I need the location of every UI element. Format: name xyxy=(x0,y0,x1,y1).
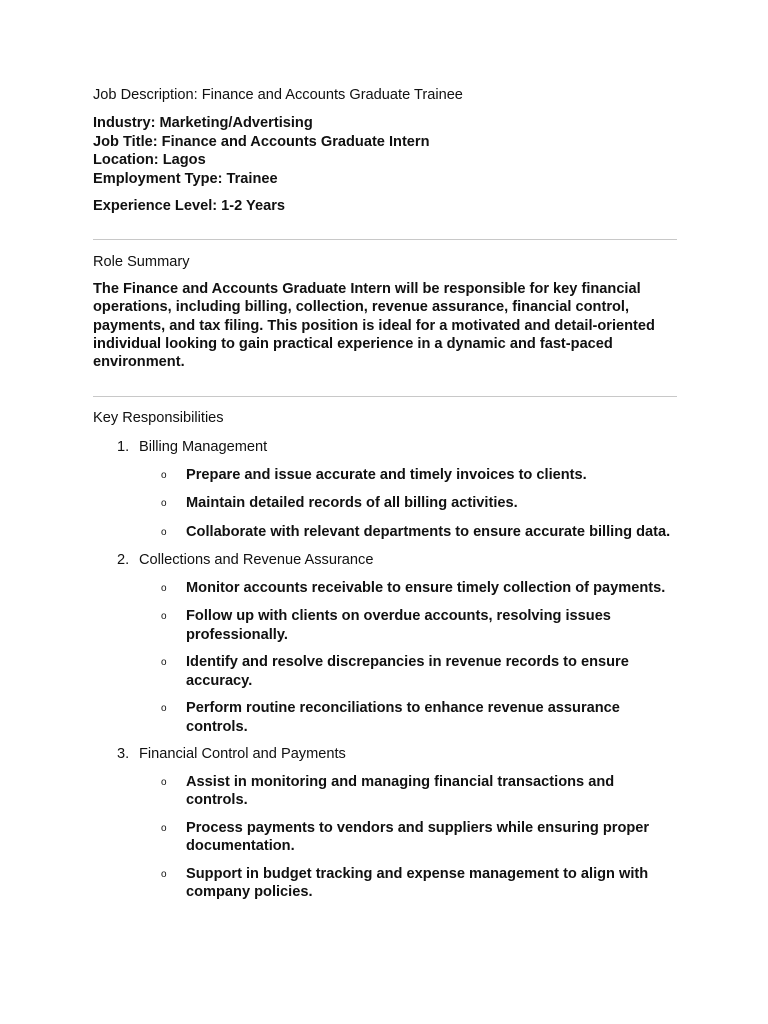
list-item xyxy=(93,773,677,810)
bullet-text: Monitor accounts receivable to ensure timely collection of payments. xyxy=(186,579,666,596)
job-meta xyxy=(93,114,677,188)
meta-experience-level: Experience Level: 1-2 Years xyxy=(93,198,286,215)
bullet-circle-icon: o xyxy=(161,776,167,788)
list-item xyxy=(93,466,677,485)
role-summary-heading: Role Summary xyxy=(93,254,190,271)
bullet-circle-icon: o xyxy=(161,582,167,594)
bullet-circle-icon: o xyxy=(161,498,167,510)
bullet-circle-icon: o xyxy=(161,657,167,669)
responsibility-number: 2. xyxy=(117,552,130,569)
meta-job-title: Job Title: Finance and Accounts Graduate Intern xyxy=(93,133,430,150)
bullet-circle-icon: o xyxy=(161,703,167,715)
responsibility-number: 1. xyxy=(117,439,130,456)
document-content xyxy=(93,86,677,911)
key-responsibilities-heading: Key Responsibilities xyxy=(93,409,224,426)
list-item xyxy=(93,653,677,690)
bullet-text: Prepare and issue accurate and timely invoices to clients. xyxy=(186,466,587,483)
bullet-circle-icon: o xyxy=(161,526,167,538)
list-item xyxy=(93,865,677,902)
list-item xyxy=(93,494,677,513)
bullet-circle-icon: o xyxy=(161,822,167,834)
responsibility-title: Collections and Revenue Assurance xyxy=(139,552,374,569)
bullet-circle-icon: o xyxy=(161,469,167,481)
responsibility-heading xyxy=(93,745,677,763)
bullet-circle-icon: o xyxy=(161,611,167,623)
bullet-text: Collaborate with relevant departments to ensure accurate billing data. xyxy=(186,523,671,540)
responsibility-heading xyxy=(93,551,677,569)
bullet-list xyxy=(93,773,677,902)
responsibility-financial-control xyxy=(93,745,677,901)
meta-industry: Industry: Marketing/Advertising xyxy=(93,115,313,132)
list-item xyxy=(93,607,677,644)
bullet-list xyxy=(93,579,677,736)
responsibilities-list xyxy=(93,438,677,901)
responsibility-heading xyxy=(93,438,677,456)
list-item xyxy=(93,523,677,542)
bullet-list xyxy=(93,466,677,543)
responsibility-title: Billing Management xyxy=(139,439,268,456)
list-item xyxy=(93,579,677,598)
responsibility-title: Financial Control and Payments xyxy=(139,746,346,763)
bullet-text: Assist in monitoring and managing financial transactions and controls. xyxy=(186,773,615,809)
responsibility-billing xyxy=(93,438,677,542)
role-summary-text: The Finance and Accounts Graduate Intern will be responsible for key financial operations, including billing, collection, revenue assurance, financial control, payments, and tax filing. This position is ideal for a motivated and detail-oriented individual looking to gain practical experience in a dynamic and fast-paced environment. xyxy=(93,280,655,371)
bullet-circle-icon: o xyxy=(161,868,167,880)
list-item xyxy=(93,699,677,736)
responsibility-number: 3. xyxy=(117,746,130,763)
meta-employment-type: Employment Type: Trainee xyxy=(93,170,278,187)
responsibility-collections xyxy=(93,551,677,736)
list-item xyxy=(93,819,677,856)
bullet-text: Follow up with clients on overdue accounts, resolving issues professionally. xyxy=(186,608,611,643)
bullet-text: Identify and resolve discrepancies in revenue records to ensure accuracy. xyxy=(186,654,629,689)
meta-location: Location: Lagos xyxy=(93,152,206,169)
bullet-text: Perform routine reconciliations to enhance revenue assurance controls. xyxy=(186,700,620,735)
bullet-text: Process payments to vendors and suppliers while ensuring proper documentation. xyxy=(186,819,650,855)
document-title: Job Description: Finance and Accounts Graduate Trainee xyxy=(93,87,463,103)
bullet-text: Support in budget tracking and expense management to align with company policies. xyxy=(186,865,649,901)
bullet-text: Maintain detailed records of all billing activities. xyxy=(186,495,518,512)
